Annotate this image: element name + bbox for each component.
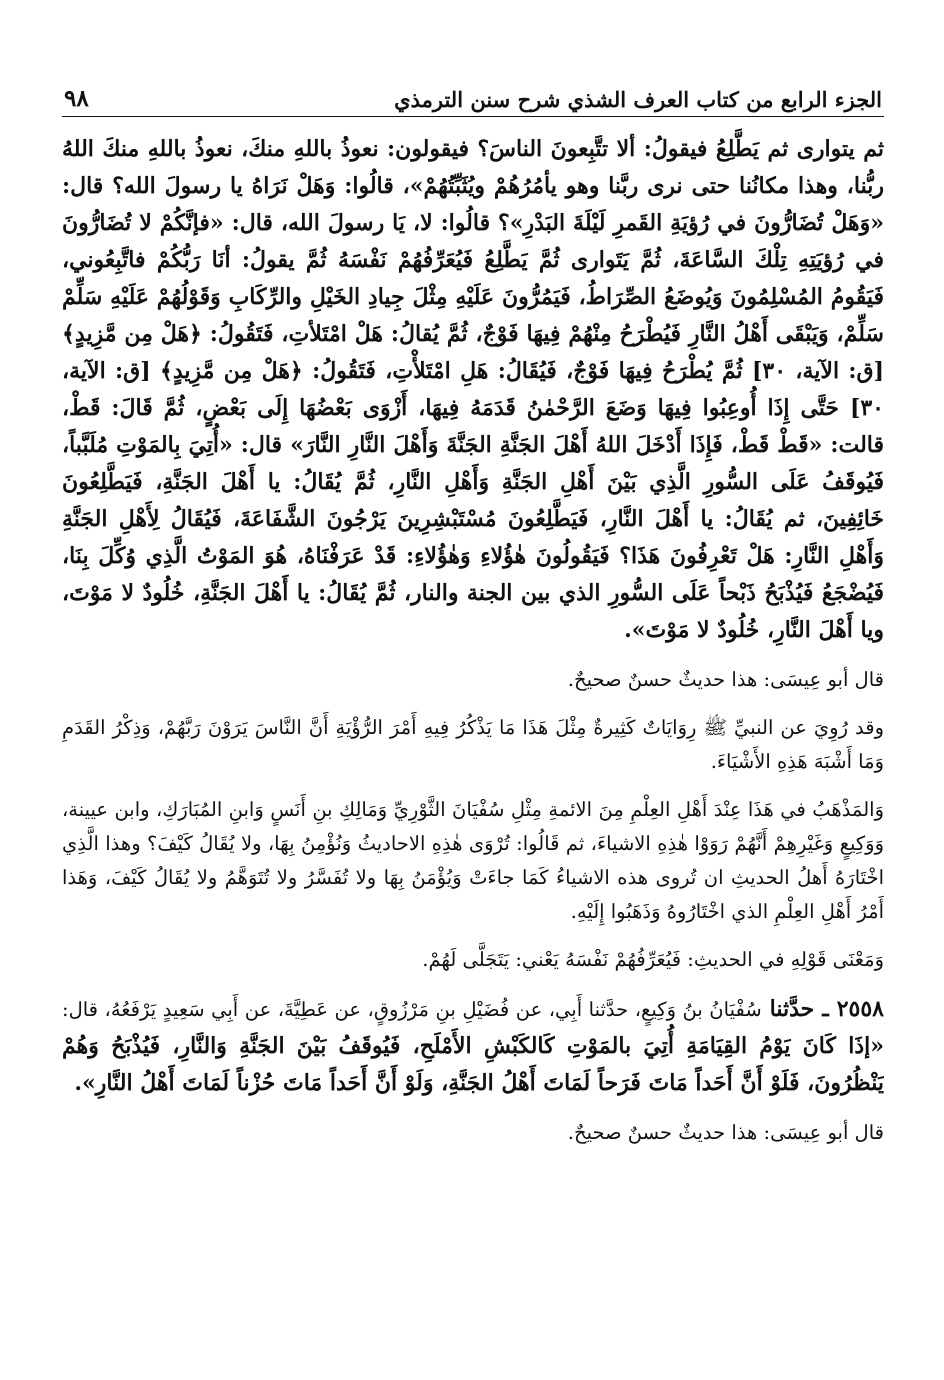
book-page — [62, 78, 884, 1368]
hadith-grading: قال أبو عِيسَى: هذا حديثٌ حسنٌ صحيحٌ. — [567, 668, 884, 691]
hadith-number: ٢٥٥٨ ـ — [822, 996, 884, 1022]
running-header — [62, 78, 884, 117]
hadith-continuation: ثم يتوارى ثم يَطَّلِعُ فيقولُ: ألا تتَّبِعونَ الناسَ؟ فيقولون: نعوذُ باللهِ منكَ، نعوذُ باللهِ منكَ اللهُ ربُّنا، وهذا مكانُنا حتى نرى ربَّنا وهو يأمُرُهُمْ ويُثَبِّتُهُمْ»، قالُوا: وَهَلْ نَرَاهُ يا رسولَ الله؟ قال: «وَهَلْ تُضَارُّونَ في رُؤيَةِ القَمرِ لَيْلَةَ البَدْرِ»؟ قالُوا: لا، يَا رسولَ الله، قال: «فإنَّكُمْ لا تُضَارُّونَ في رُؤيَتِهِ تِلْكَ السَّاعَةَ، ثُمَّ يَتَوارى ثُمَّ يَطَّلِعُ فَيُعَرِّفُهُمْ نَفْسَهُ ثُمَّ يقولُ: أنَا رَبُّكُمْ فاتَّبِعُوني، فَيَقُومُ المُسْلِمُونَ وَيُوضَعُ الصِّرَاطُ، فَيَمُرُّونَ عَلَيْهِ مِثْلَ جِيادِ الخَيْلِ والرِّكَابِ وَقَوْلُهُمْ عَلَيْهِ سَلِّمْ سَلِّمْ، وَيَبْقَى أَهْلُ النَّارِ فَيُطْرَحُ مِنْهُمْ فِيهَا فَوْجٌ، ثُمَّ يُقالُ: هَلْ امْتَلأتِ، فَتَقُولُ: ﴿هَلْ مِن مَّزِيدٍ﴾ [ق: الآية، ٣٠] ثُمَّ يُطْرَحُ فِيهَا فَوْجٌ، فَيُقَالُ: هَلِ امْتَلأْتِ، فَتَقُولُ: ﴿هَلْ مِن مَّزِيدٍ﴾ [ق: الآية، ٣٠] حَتَّى إِذَا أُوعِبُوا فِيهَا وَضَعَ الرَّحْمٰنُ قَدَمَهُ فِيهَا، أَزْوَى بَعْضُهَا إِلَى بَعْضٍ، ثُمَّ قَالَ: قَطْ، قالت: «قَطْ قَطْ، فَإِذَا أَدْخَلَ اللهُ أَهْلَ الجَنَّةِ الجَنَّةَ وَأَهْلَ النَّارِ النَّارَ» قال: «أُتِيَ بِالمَوْتِ مُلَبَّباً، فَيُوقَفُ عَلَى السُّورِ الَّذِي بَيْنَ أَهْلِ الجَنَّةِ وَأَهْلِ النَّارِ، ثُمَّ يُقَالُ: يا أَهْلَ الجَنَّةِ، فَيَطَّلِعُونَ خَائِفِينَ، ثم يُقَالُ: يا أَهْلَ النَّارِ، فَيَطَّلِعُونَ مُسْتَبْشِرِينَ يَرْجُونَ الشَّفَاعَةَ، فَيُقَالُ لِأَهْلِ الجَنَّةِ وَأَهْلِ النَّارِ: هَلْ تَعْرِفُونَ هَذَا؟ فَيَقُولُونَ هٰؤُلاءِ وَهٰؤُلاءِ: قَدْ عَرَفْنَاهُ، هُوَ المَوْتُ الَّذِي وُكِّلَ بِنَا، فَيُضْجَعُ فَيُذْبَحُ ذَبْحاً عَلَى السُّورِ الذي بين الجنة والنار، ثُمَّ يُقَالُ: يا أَهْلَ الجَنَّةِ، خُلُودٌ لا مَوْتَ، ويا أَهْلَ النَّارِ، خُلُودٌ لا مَوْتَ». — [62, 136, 884, 643]
hadith-grading: قال أبو عِيسَى: هذا حديثٌ حسنٌ صحيحٌ. — [567, 1121, 884, 1144]
hadith-lead: حدَّثنا — [769, 996, 815, 1022]
hadith-matn: «إذَا كَانَ يَوْمُ القِيَامَةِ أُتِيَ بالمَوْتِ كَالكَبْشِ الأَمْلَحِ، فَيُوقَفُ بَيْنَ الجَنَّةِ وَالنَّارِ، فَيُذْبَحُ وَهُمْ يَنْظُرُونَ، فَلَوْ أَنَّ أَحَداً مَاتَ فَرَحاً لَمَاتَ أَهْلُ الجَنَّةِ، وَلَوْ أَنَّ أَحَداً مَاتَ حُزْناً لَمَاتَ أَهْلُ النَّارِ». — [62, 1033, 884, 1096]
hadith-2558 — [62, 991, 884, 1102]
commentary-paragraph: وَمَعْنَى قَوْلِهِ في الحديثِ: فَيُعَرِّفُهُمْ نَفْسَهُ يَعْني: يَتَجَلَّى لَهُمْ. — [422, 948, 884, 971]
page-body — [62, 117, 884, 1150]
running-title: الجزء الرابع من كتاب العرف الشذي شرح سنن الترمذي — [394, 87, 882, 112]
commentary-paragraph: وَالمَذْهَبُ في هَذَا عِنْدَ أَهْلِ العِلْمِ مِنَ الائمةِ مِثْلِ سُفْيَانَ الثَّوْرِيِّ وَمَالِكِ بنِ أَنَسٍ وَابنِ المُبَارَكِ، وابن عيينة، وَوَكِيعٍ وَغَيْرِهِمْ أَنَّهُمْ رَوَوْا هٰذِهِ الاشياءَ، ثم قَالُوا: تُرْوَى هٰذِهِ الاحاديثُ وَنُؤْمِنُ بِهَا، ولا يُقَالُ كَيْفَ؟ وهذا الَّذِي اخْتَارَهُ أَهلُ الحديثِ ان تُروى هذه الاشياءُ كَمَا جاءَتْ وَيُؤْمَنُ بِهَا ولا تُفَسَّرُ ولا تُتَوَهَّمُ ولا يُقَالُ كَيْفَ، وَهَذا أَمْرُ أَهْلِ العِلْمِ الذي اخْتَارُوهُ وَذَهَبُوا إِلَيْهِ. — [62, 798, 884, 923]
hadith-isnad: سُفْيَانُ بنُ وَكِيعٍ، حدَّثنا أَبِي، عن فُضَيْلِ بنِ مَرْزُوقٍ، عن عَطِيَّةَ، عن أَبِي سَعِيدٍ يَرْفَعُهُ، قال: — [62, 998, 762, 1021]
commentary-paragraph: وقد رُوِيَ عن النبيِّ ﷺ رِوَايَاتٌ كَثِيرةٌ مِثْلَ هَذَا مَا يَذْكُرُ فِيهِ أَمْرَ الرُّؤْيَةِ أَنَّ النَّاسَ يَرَوْنَ رَبَّهُمْ، وَذِكْرُ القَدَمِ وَمَا أَشْبَهَ هَذِهِ الأَشْيَاءَ. — [62, 716, 884, 773]
page-number: ٩٨ — [64, 85, 89, 112]
